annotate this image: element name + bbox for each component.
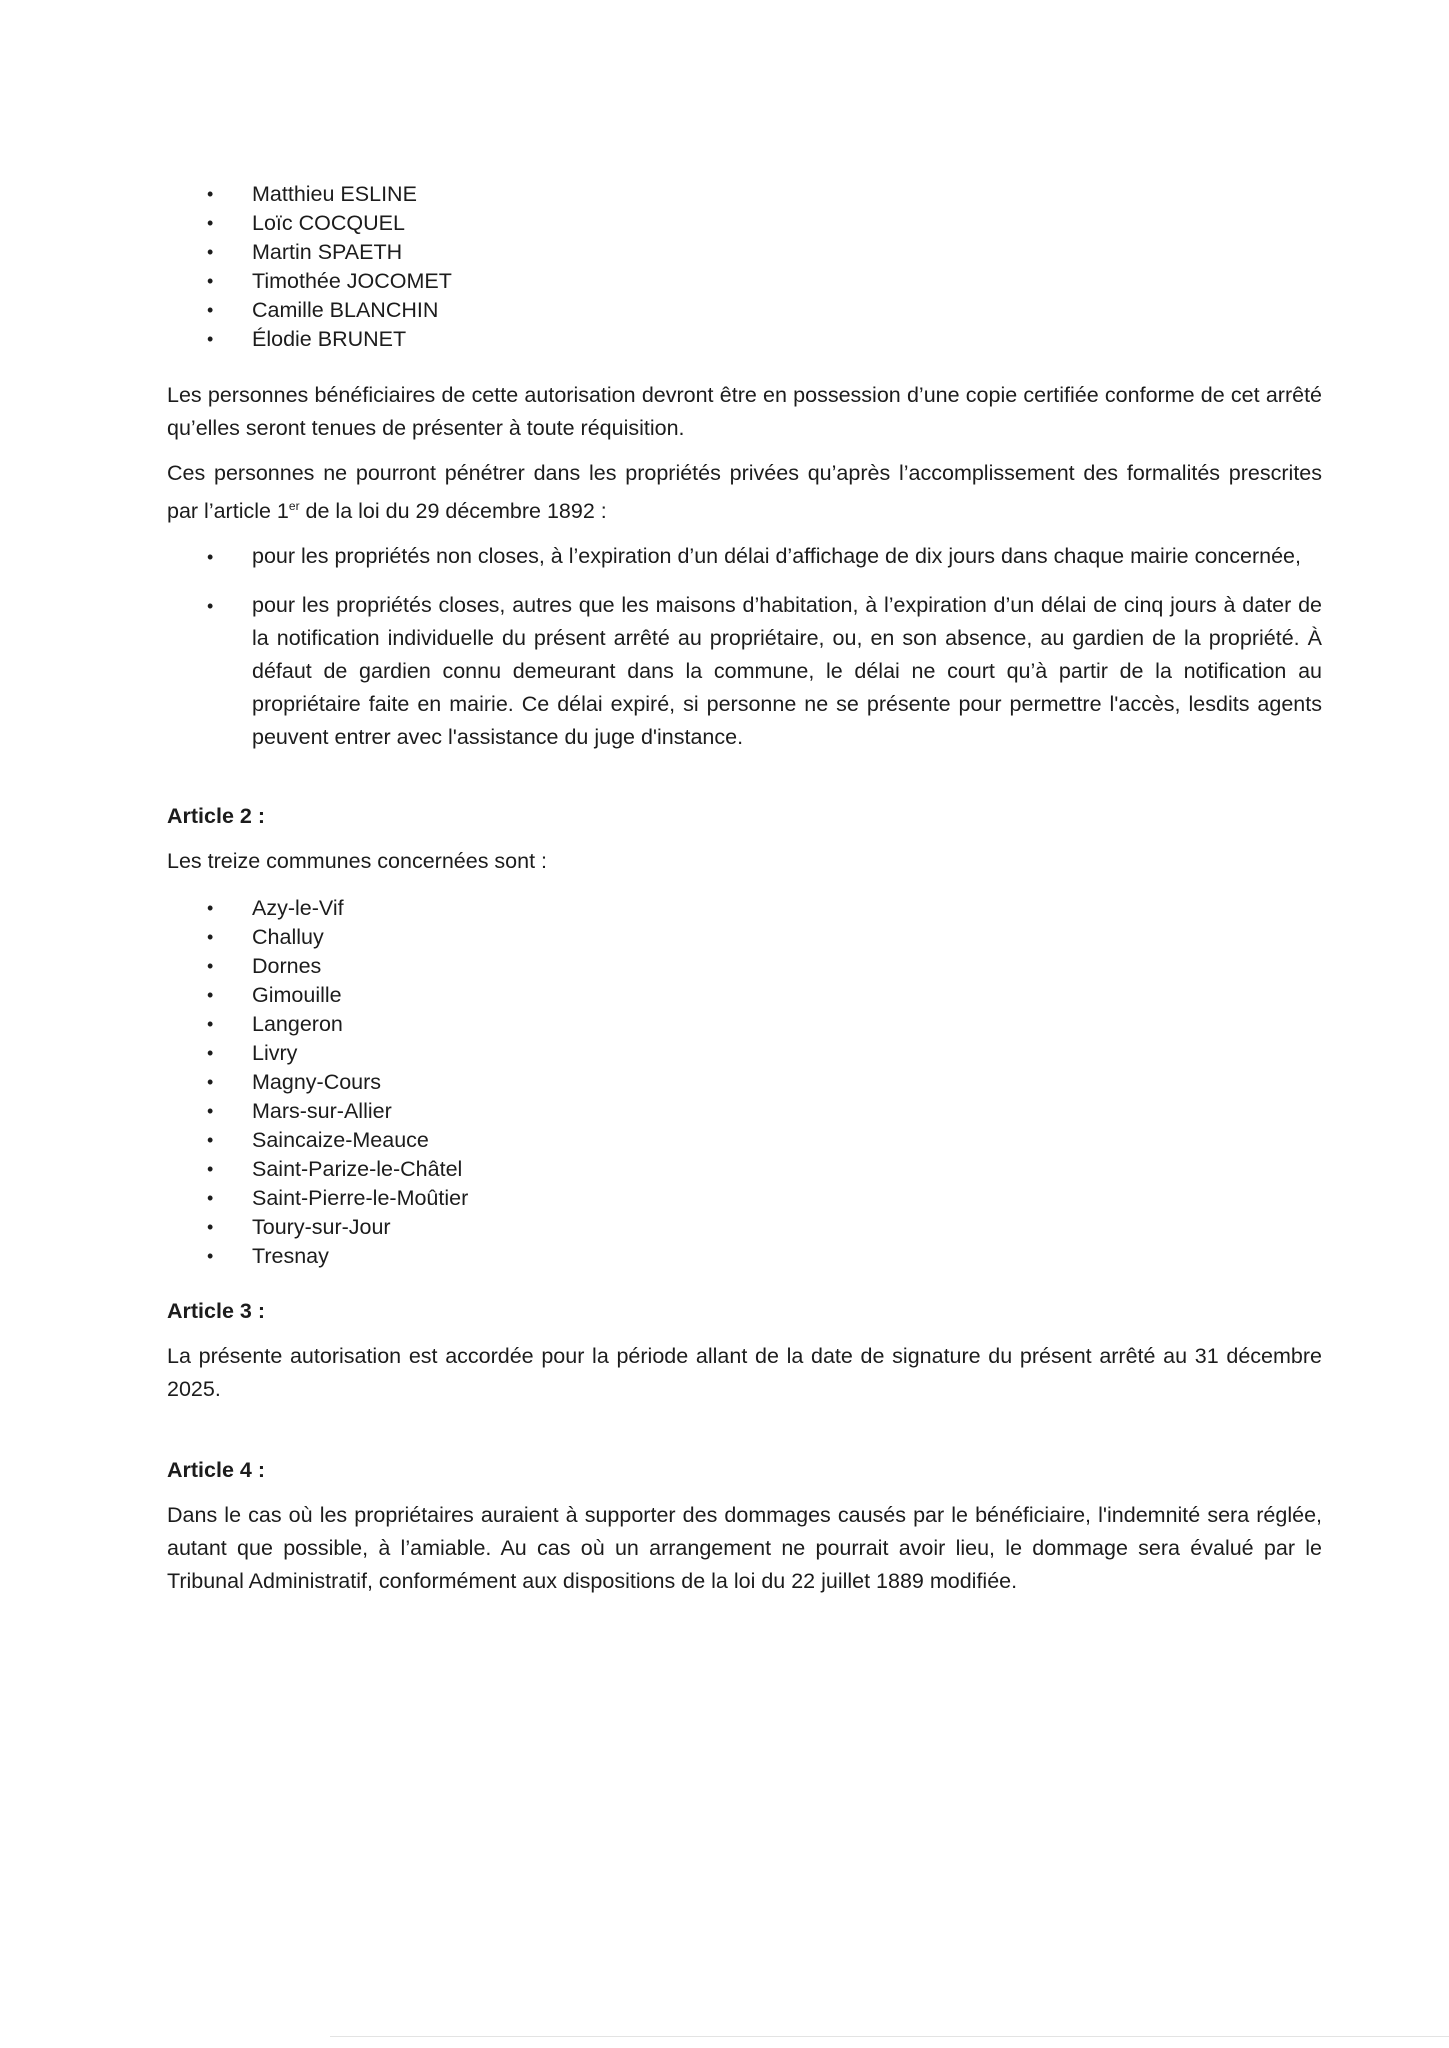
list-item: • Mars-sur-Allier <box>167 1097 1322 1126</box>
list-item: • Tresnay <box>167 1242 1322 1271</box>
list-item: • Livry <box>167 1039 1322 1068</box>
page-bottom-rule <box>330 2036 1449 2037</box>
list-item: • Loïc COCQUEL <box>167 209 1322 238</box>
list-item: • Camille BLANCHIN <box>167 296 1322 325</box>
list-item: • Matthieu ESLINE <box>167 180 1322 209</box>
list-item: • Langeron <box>167 1010 1322 1039</box>
access-paragraph <box>167 457 1322 528</box>
article-3-section <box>167 1295 1322 1406</box>
list-item: • Magny-Cours <box>167 1068 1322 1097</box>
list-item: • pour les propriétés non closes, à l’expiration d’un délai d’affichage de dix jours dans chaque mairie concernée, <box>167 540 1322 573</box>
beneficiary-list <box>167 180 1322 354</box>
list-item: • Dornes <box>167 952 1322 981</box>
article-4-heading: Article 4 : <box>167 1458 265 1483</box>
list-item: • Gimouille <box>167 981 1322 1010</box>
communes-list <box>167 894 1322 1271</box>
article-2-intro: Les treize communes concernées sont : <box>167 849 548 874</box>
list-item: • Timothée JOCOMET <box>167 267 1322 296</box>
article-2-heading: Article 2 : <box>167 804 265 829</box>
copy-requirement-paragraph: Les personnes bénéficiaires de cette autorisation devront être en possession d’une copie certifiée conforme de cet arrêté qu’elles seront tenues de présenter à toute réquisition. <box>167 383 1322 440</box>
access-conditions-list <box>167 540 1322 754</box>
document-body <box>167 180 1322 1598</box>
article-3-heading: Article 3 : <box>167 1299 265 1324</box>
list-item: • Challuy <box>167 923 1322 952</box>
list-item: • Azy-le-Vif <box>167 894 1322 923</box>
article-2-section <box>167 800 1322 1271</box>
list-item: • Toury-sur-Jour <box>167 1213 1322 1242</box>
article-4-text: Dans le cas où les propriétaires auraient à supporter des dommages causés par le bénéficiaire, l'indemnité sera réglée, autant que possible, à l’amiable. Au cas où un arrangement ne pourrait avoir lieu, le dommage sera évalué par le Tribunal Administratif, conformément aux dispositions de la loi du 22 juillet 1889 modifiée. <box>167 1503 1322 1594</box>
list-item: • pour les propriétés closes, autres que les maisons d’habitation, à l’expiration d’un délai de cinq jours à dater de la notification individuelle du présent arrêté au propriétaire, ou, en son absence, au gardien de la propriété. À défaut de gardien connu demeurant dans la commune, le délai ne court qu’à partir de la notification au propriétaire faite en mairie. Ce délai expiré, si personne ne se présente pour permettre l'accès, lesdits agents peuvent entrer avec l'assistance du juge d'instance. <box>167 589 1322 754</box>
article-3-text: La présente autorisation est accordée pour la période allant de la date de signature du présent arrêté au 31 décembre 2025. <box>167 1344 1322 1402</box>
list-item: • Saint-Pierre-le-Moûtier <box>167 1184 1322 1213</box>
access-paragraph-superscript: er <box>288 499 300 513</box>
list-item: • Saint-Parize-le-Châtel <box>167 1155 1322 1184</box>
list-item: • Élodie BRUNET <box>167 325 1322 354</box>
access-paragraph-text: Ces personnes ne pourront pénétrer dans les propriétés privées qu’après l’accomplissement des formalités prescrites par l’article 1 <box>167 461 1322 524</box>
article-4-section <box>167 1454 1322 1598</box>
list-item: • Saincaize-Meauce <box>167 1126 1322 1155</box>
access-paragraph-tail: de la loi du 29 décembre 1892 : <box>299 499 607 524</box>
list-item: • Martin SPAETH <box>167 238 1322 267</box>
